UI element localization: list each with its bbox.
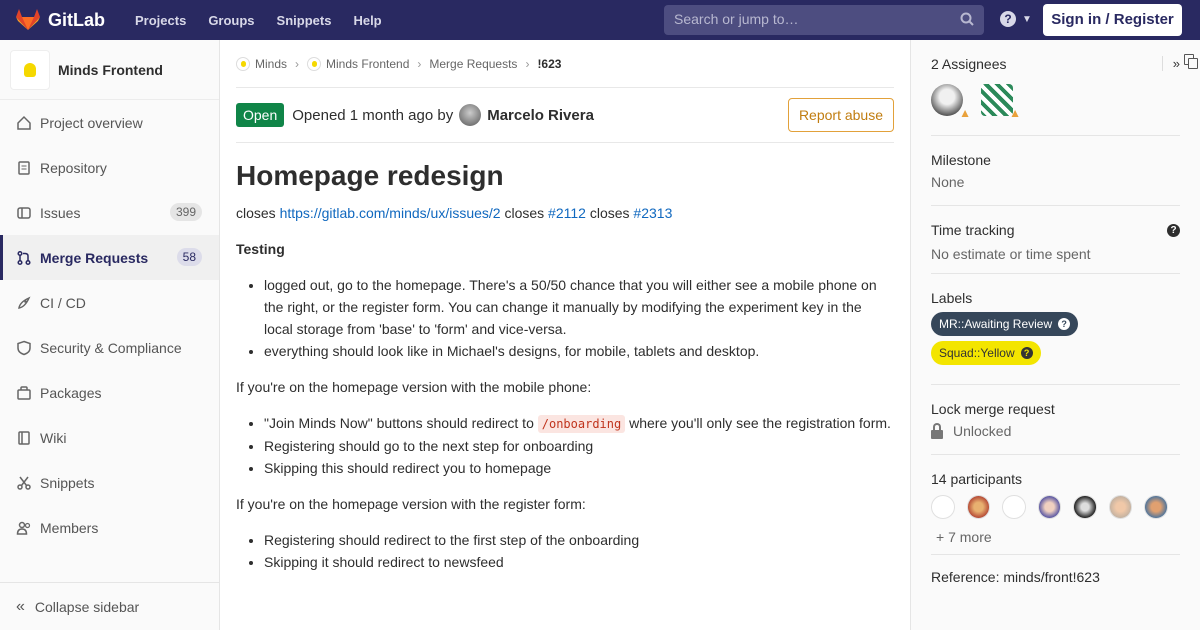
sidebar-item-repository[interactable] <box>0 145 219 190</box>
register-paragraph: If you're on the homepage version with the register form: <box>236 496 586 512</box>
chevron-right-icon: › <box>295 56 300 71</box>
participant-avatar[interactable] <box>1109 495 1133 519</box>
project-avatar <box>10 50 50 90</box>
participants-more-link[interactable]: + 7 more <box>936 529 992 545</box>
lightbulb-icon <box>24 63 36 77</box>
copy-icon[interactable] <box>1184 54 1200 70</box>
sidebar-item-label: Packages <box>40 384 102 401</box>
page-title: Homepage redesign <box>236 160 504 191</box>
breadcrumb-minds[interactable] <box>236 57 287 71</box>
sidebar-item-label: Repository <box>40 159 107 176</box>
sidebar-item-label: Members <box>40 519 99 536</box>
scissors-icon <box>16 475 32 491</box>
opened-info <box>292 104 594 126</box>
issue-link-2112[interactable]: #2112 <box>548 205 586 221</box>
sidebar-item-label: Snippets <box>40 474 95 491</box>
list-item: • Registering should go to the next step for onboarding <box>264 435 894 457</box>
main-content <box>236 40 894 630</box>
time-tracking-block <box>931 206 1180 274</box>
sidebar-item-label: Issues <box>40 204 81 221</box>
lightbulb-icon <box>307 57 321 71</box>
list-item: • logged out, go to the homepage. There's a 50/50 chance that you will either see a mobile phone on the right, or the register form. You can change it manually by modifying the experiment key in the local storage from 'base' to 'form' and vice-versa. <box>264 274 894 340</box>
book-icon <box>16 430 32 446</box>
label-text: MR::Awaiting Review <box>939 317 1053 331</box>
warning-icon: ▲ <box>1009 106 1021 120</box>
breadcrumb-current[interactable]: !623 <box>537 56 562 71</box>
breadcrumb-merge-requests[interactable]: Merge Requests <box>429 56 518 71</box>
milestone-value: None <box>931 174 965 190</box>
participant-avatar[interactable] <box>1144 495 1168 519</box>
nav-groups[interactable]: Groups <box>208 12 255 28</box>
sidebar-item-project-overview[interactable] <box>0 100 219 145</box>
document-icon <box>16 160 32 176</box>
list-item: • Skipping this should redirect you to homepage <box>264 457 894 479</box>
testing-heading: Testing <box>236 241 285 257</box>
mobile-list <box>236 412 894 479</box>
list-item: • Skipping it should redirect to newsfeed <box>264 551 894 573</box>
sidebar-item-security-compliance[interactable] <box>0 325 219 370</box>
labels-title: Labels <box>931 290 973 306</box>
chevron-right-icon: › <box>417 56 422 71</box>
shield-icon <box>16 340 32 356</box>
project-header[interactable] <box>0 40 219 100</box>
closes-line <box>236 202 894 224</box>
assignee-avatar[interactable] <box>931 84 971 120</box>
top-navbar <box>0 0 1200 40</box>
sidebar-item-label: CI / CD <box>40 294 86 311</box>
participants-block <box>931 455 1180 555</box>
participant-avatar[interactable] <box>1038 495 1062 519</box>
breadcrumb-label: Minds Frontend <box>326 56 410 71</box>
sidebar-item-label: Merge Requests <box>40 249 149 266</box>
participant-avatar[interactable] <box>1002 495 1026 519</box>
label-awaiting-review[interactable] <box>931 312 1078 336</box>
reference-text: Reference: minds/front!623 <box>931 569 1100 585</box>
milestone-title: Milestone <box>931 152 991 168</box>
issues-icon <box>16 205 32 221</box>
project-name: Minds Frontend <box>58 61 163 78</box>
assignee-avatar[interactable] <box>981 84 1021 120</box>
question-icon: ? <box>1000 11 1016 27</box>
warning-icon: ▲ <box>959 106 971 120</box>
search-icon <box>960 12 974 26</box>
signin-register-button[interactable]: Sign in / Register <box>1043 4 1182 36</box>
list-item: • Registering should redirect to the first step of the onboarding <box>264 529 894 551</box>
search-input[interactable] <box>664 5 984 35</box>
participant-avatar[interactable] <box>1073 495 1097 519</box>
author-avatar[interactable] <box>459 104 481 126</box>
sidebar-item-snippets[interactable] <box>0 460 219 505</box>
issue-link-2313[interactable]: #2313 <box>633 205 673 221</box>
double-chevron-left-icon: « <box>16 597 25 615</box>
sidebar-item-merge-requests[interactable] <box>0 235 219 280</box>
register-list <box>236 529 894 573</box>
breadcrumb-minds-frontend[interactable] <box>307 57 409 71</box>
mobile-paragraph: If you're on the homepage version with the mobile phone: <box>236 379 592 395</box>
closes-text: closes <box>236 205 276 221</box>
status-badge: Open <box>236 103 284 127</box>
issues-count-badge: 399 <box>170 203 202 221</box>
collapse-sidebar-label: Collapse sidebar <box>34 598 140 615</box>
participant-avatar[interactable] <box>967 495 991 519</box>
merge-request-icon <box>16 250 32 266</box>
opened-text: Opened 1 month ago by <box>292 106 454 124</box>
lock-block <box>931 385 1180 455</box>
participant-avatar[interactable] <box>931 495 955 519</box>
list-item <box>264 412 894 435</box>
chevron-down-icon: ▼ <box>1022 13 1032 25</box>
breadcrumb <box>236 40 894 88</box>
collapse-sidebar-button[interactable] <box>0 582 219 630</box>
mr-header <box>236 88 894 143</box>
label-text: Squad::Yellow <box>939 346 1015 360</box>
sidebar-item-label: Project overview <box>40 114 143 131</box>
labels-block <box>931 274 1180 385</box>
time-tracking-value: No estimate or time spent <box>931 246 1091 262</box>
lock-open-icon <box>931 423 943 439</box>
merge-requests-count-badge: 58 <box>177 248 202 266</box>
issue-link-ux-2[interactable]: https://gitlab.com/minds/ux/issues/2 <box>279 205 501 221</box>
help-dropdown[interactable] <box>1000 11 1032 27</box>
lightbulb-icon <box>236 57 250 71</box>
project-sidebar <box>0 40 220 630</box>
sidebar-item-issues[interactable] <box>0 190 219 235</box>
reference-block <box>931 555 1180 585</box>
nav-projects[interactable]: Projects <box>135 12 187 28</box>
question-icon[interactable]: ? <box>1167 224 1180 237</box>
lock-title: Lock merge request <box>931 401 1055 417</box>
chevron-right-icon: › <box>525 56 530 71</box>
expand-sidebar-icon[interactable]: » <box>1162 56 1180 71</box>
sidebar-item-members[interactable] <box>0 505 219 550</box>
milestone-block <box>931 136 1180 206</box>
home-icon <box>16 115 32 131</box>
sidebar-item-label: Wiki <box>40 429 67 446</box>
closes-text: closes <box>589 205 630 221</box>
brand-name: GitLab <box>48 9 105 30</box>
author-name[interactable]: Marcelo Rivera <box>487 106 594 124</box>
question-icon: ? <box>1021 347 1033 359</box>
search-placeholder: Search or jump to… <box>674 11 799 27</box>
testing-list <box>236 274 894 362</box>
closes-text: closes <box>504 205 545 221</box>
list-item: • everything should look like in Michael's designs, for mobile, tablets and desktop. <box>264 340 894 362</box>
question-icon: ? <box>1058 318 1070 330</box>
list-text: "Join Minds Now" buttons should redirect to <box>264 415 534 431</box>
sidebar-item-wiki[interactable] <box>0 415 219 460</box>
package-icon <box>16 385 32 401</box>
inline-code: /onboarding <box>538 415 625 433</box>
time-tracking-title: Time tracking <box>931 222 1015 238</box>
sidebar-item-ci-cd[interactable] <box>0 280 219 325</box>
lock-value: Unlocked <box>953 423 1012 439</box>
assignees-title: 2 Assignees <box>931 56 1007 72</box>
nav-help[interactable]: Help <box>353 12 382 28</box>
gitlab-logo[interactable] <box>16 9 105 31</box>
participants-title: 14 participants <box>931 471 1023 487</box>
nav-snippets[interactable]: Snippets <box>276 12 332 28</box>
gitlab-tanuki-icon <box>16 9 40 31</box>
rocket-icon <box>16 295 32 311</box>
assignees-block <box>931 40 1180 136</box>
right-sidebar <box>910 40 1200 630</box>
sidebar-item-label: Security & Compliance <box>40 339 182 356</box>
report-abuse-button[interactable]: Report abuse <box>788 98 894 132</box>
list-text: where you'll only see the registration form. <box>629 415 891 431</box>
breadcrumb-label: Minds <box>255 56 288 71</box>
label-squad-yellow[interactable] <box>931 341 1041 365</box>
users-icon <box>16 520 32 536</box>
mr-description <box>236 202 894 573</box>
sidebar-item-packages[interactable] <box>0 370 219 415</box>
